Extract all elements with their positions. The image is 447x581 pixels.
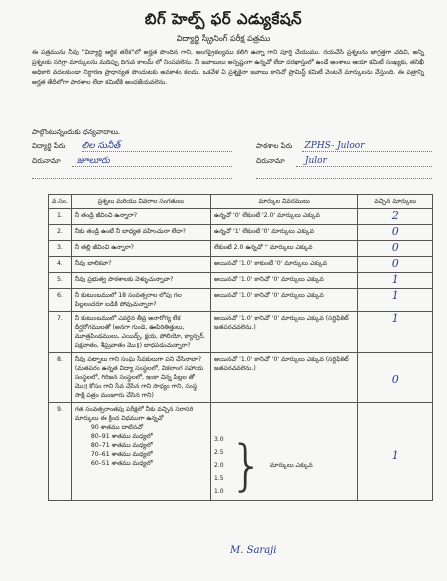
table-row: 9. గత సంవత్సరాంతపు పరీక్షలో నీకు వచ్చిన సరాసరి మార్కులు ఈ క్రింద విధముగా ఉన్నచో 90 శాతము దాటినచో 80–91 శాతము మధ్యలో 80–71 శాతము మధ్యలో 70–61 శాతము మధ్యలో 60–51 శాతము మధ్యలో 3.0 2.5 2.0 1.5 1.0 } మార్కులు ఎక్కువ 1 [49, 403, 433, 501]
form-title: బిగ్ హెల్ప్ ఫర్ ఎడ్యుకేషన్ [144, 10, 303, 28]
table-row: 4. నీవు బాలికవా? అయినచో '1.0' కాకుంటే '0' మార్కులు ఎక్కువ 0 [49, 257, 433, 273]
table-header-row [49, 195, 433, 209]
mark-value[interactable]: 1 [391, 289, 399, 302]
table-row: 6. నీ కుటుంబములో 18 సంవత్సరాల లోపు గల పిల్లలందరూ బడికి పోవుచున్నారా? అయినచో '1.0' కానిచో '0' మార్కులు ఎక్కువ 1 [49, 289, 433, 312]
school-name-label: పాఠశాల పేరు [256, 142, 293, 150]
brace-icon: } [229, 433, 264, 497]
blank-line-2 [256, 178, 432, 179]
row9-question-cell: గత సంవత్సరాంతపు పరీక్షలో నీకు వచ్చిన సరాసరి మార్కులు ఈ క్రింద విధముగా ఉన్నచో 90 శాతము దాటినచో 80–91 శాతము మధ్యలో 80–71 శాతము మధ్యలో 70–61 శాతము మధ్యలో 60–51 శాతము మధ్యలో [71, 403, 210, 501]
mark-value[interactable]: 1 [391, 449, 399, 462]
table-row: 5. నీవు ప్రభుత్వ పాఠశాలకు వెళ్ళుచున్నావా? అయినచో '1.0' కానిచో '0' మార్కులు ఎక్కువ 1 [49, 273, 433, 289]
signature: M. Saraji [230, 545, 277, 556]
address-value-2[interactable]: Julor [304, 156, 327, 166]
closing-line: పాల్గొంటున్నందుకు ధన్యవాదాలు. [32, 128, 121, 136]
table-row: 7. నీ కుటుంబములో ఎవరైన తీవ్ర అనారోగ్య లేక దీర్ఘరోగములతో (అనగా గుండె, ఊపిరితిత్తులు, మూత్రపిండములు, ఎయిడ్స్, క్షయ, పోలియో, క్యాన్సర్, పక్షవాతం, శీఘ్రవాతం మొ॥) బాధపడుచున్నారా? అయినచో '1.0' కానిచో '0' మార్కులు ఎక్కువ (సర్టిఫికెట్ జతపరచవలెను.) 1 [49, 312, 433, 353]
student-name-label: విద్యార్థి పేరు [32, 142, 66, 150]
table-row: 1. నీ తండ్రి జీవించి ఉన్నారా? ఉన్నచో '0' లేకుంటే '2.0' మార్కులు ఎక్కువ 2 [49, 209, 433, 225]
address-label: చిరునామా [32, 157, 61, 165]
table-row: 8. నీవు పట్నాలు గాని సంఘ సేవకులుగా పని చేసినావా? (మతపరం ఉన్నత విద్యా సంస్థలలో, వికలాంగ సహాయ సంస్థలలో, గిరిజన సంస్థలలో, ఇంకా చిన్న పిల్లల తో మొ॥ కోసం గాని సేవ చేసిన గాని సాధ్యం గాని, సంస్థ సాక్షి పత్రం మంజూరు చేసిన గాని) అయినచో '1.0' కానిచో '0' మార్కులు ఎక్కువ (సర్టిఫికెట్ జతపరచవలెను.) 0 [49, 353, 433, 403]
marks-scale: 3.0 2.5 2.0 1.5 1.0 } మార్కులు ఎక్కువ [214, 433, 313, 497]
school-name-value[interactable]: ZPHS- Juloor [304, 141, 365, 151]
form-subtitle: విద్యార్థి స్క్రీనింగ్ పరీక్ష పత్రము [176, 34, 271, 43]
header-question: ప్రశ్నలు మరియు వివరాల సంగతులు [71, 195, 210, 209]
address-value[interactable]: జూలూరు [76, 156, 110, 166]
student-name-value[interactable]: లిల సునీత్ [81, 141, 121, 151]
form-instructions: ఈ పత్రమును నీవు "విద్యార్థి ఆర్థిక తరీక"లో అర్హత పొందిన గాని, అంగప్రైకల్యము కలిగి ఉన్నా గాని పూర్తి చేయుము. రయచేసి ప్రశ్నలను జాగ్రత్తగా చదివి, అన్ని ప్రశ్నలకు సరిగ్గా మార్కులను మదిప్పు దిగువ కాలమ్ లో నింపవలెను. నీ జవాబులు అస్పష్టంగా ఉన్నచో లేదా దరఖాస్తులో ఉండే అంశాలు ఆయా కమిటీ సంఖ్యకు, తనిఖీ అధికారి వదలకుండా నిర్ధారణ ప్రాధాన్యత పొందుటకు అవకాశం కలదు. ఒకవేళ ఏ ప్రశ్నకైనా జవాబు కానిచో ప్రామిస్ట్ కమిటీ వెంటనే మార్కులను వేస్తుంది. ఈ పత్రాన్ని అర్హత తేదీలోగా పాఠశాల లేదా కమిటీకి అందజేయవలెను. [32, 49, 424, 86]
row9-answer-cell [211, 403, 358, 501]
address-line [72, 166, 232, 167]
mark-value[interactable]: 1 [391, 273, 399, 286]
mark-value[interactable]: 0 [391, 225, 399, 238]
address-line-2 [296, 166, 432, 167]
row9-ranges: 90 శాతము దాటినచో 80–91 శాతము మధ్యలో 80–71 శాతము మధ్యలో 70–61 శాతము మధ్యలో 60–51 శాతము మధ్యలో [90, 424, 153, 467]
mark-value[interactable]: 2 [391, 209, 399, 222]
screening-table [48, 194, 433, 501]
address-label-2: చిరునామా [256, 157, 285, 165]
student-name-line [82, 151, 232, 152]
school-name-line [302, 151, 432, 152]
mark-value[interactable]: 0 [391, 241, 399, 254]
mark-value[interactable]: 0 [391, 257, 399, 270]
header-marks-detail: మార్కుల వివరములు [211, 195, 358, 209]
blank-line-1 [32, 178, 232, 179]
mark-value[interactable]: 1 [391, 312, 399, 325]
header-serial: వ.సం. [49, 195, 72, 209]
table-row: 3. నీ తల్లి జీవించి ఉన్నారా? లేకుంటే 2.0 ఉన్నచో '' మార్కులు ఎక్కువ 0 [49, 241, 433, 257]
header-marks-obtained: వచ్చిన మార్కులు [358, 195, 433, 209]
table-row: 2. నీకు తండ్రి ఉంటే నీ బాధ్యత వహించునా లేదా? ఉన్నచో '1' లేకుంటే '0' మార్కులు ఎక్కువ 0 [49, 225, 433, 241]
mark-value[interactable]: 0 [391, 373, 399, 386]
